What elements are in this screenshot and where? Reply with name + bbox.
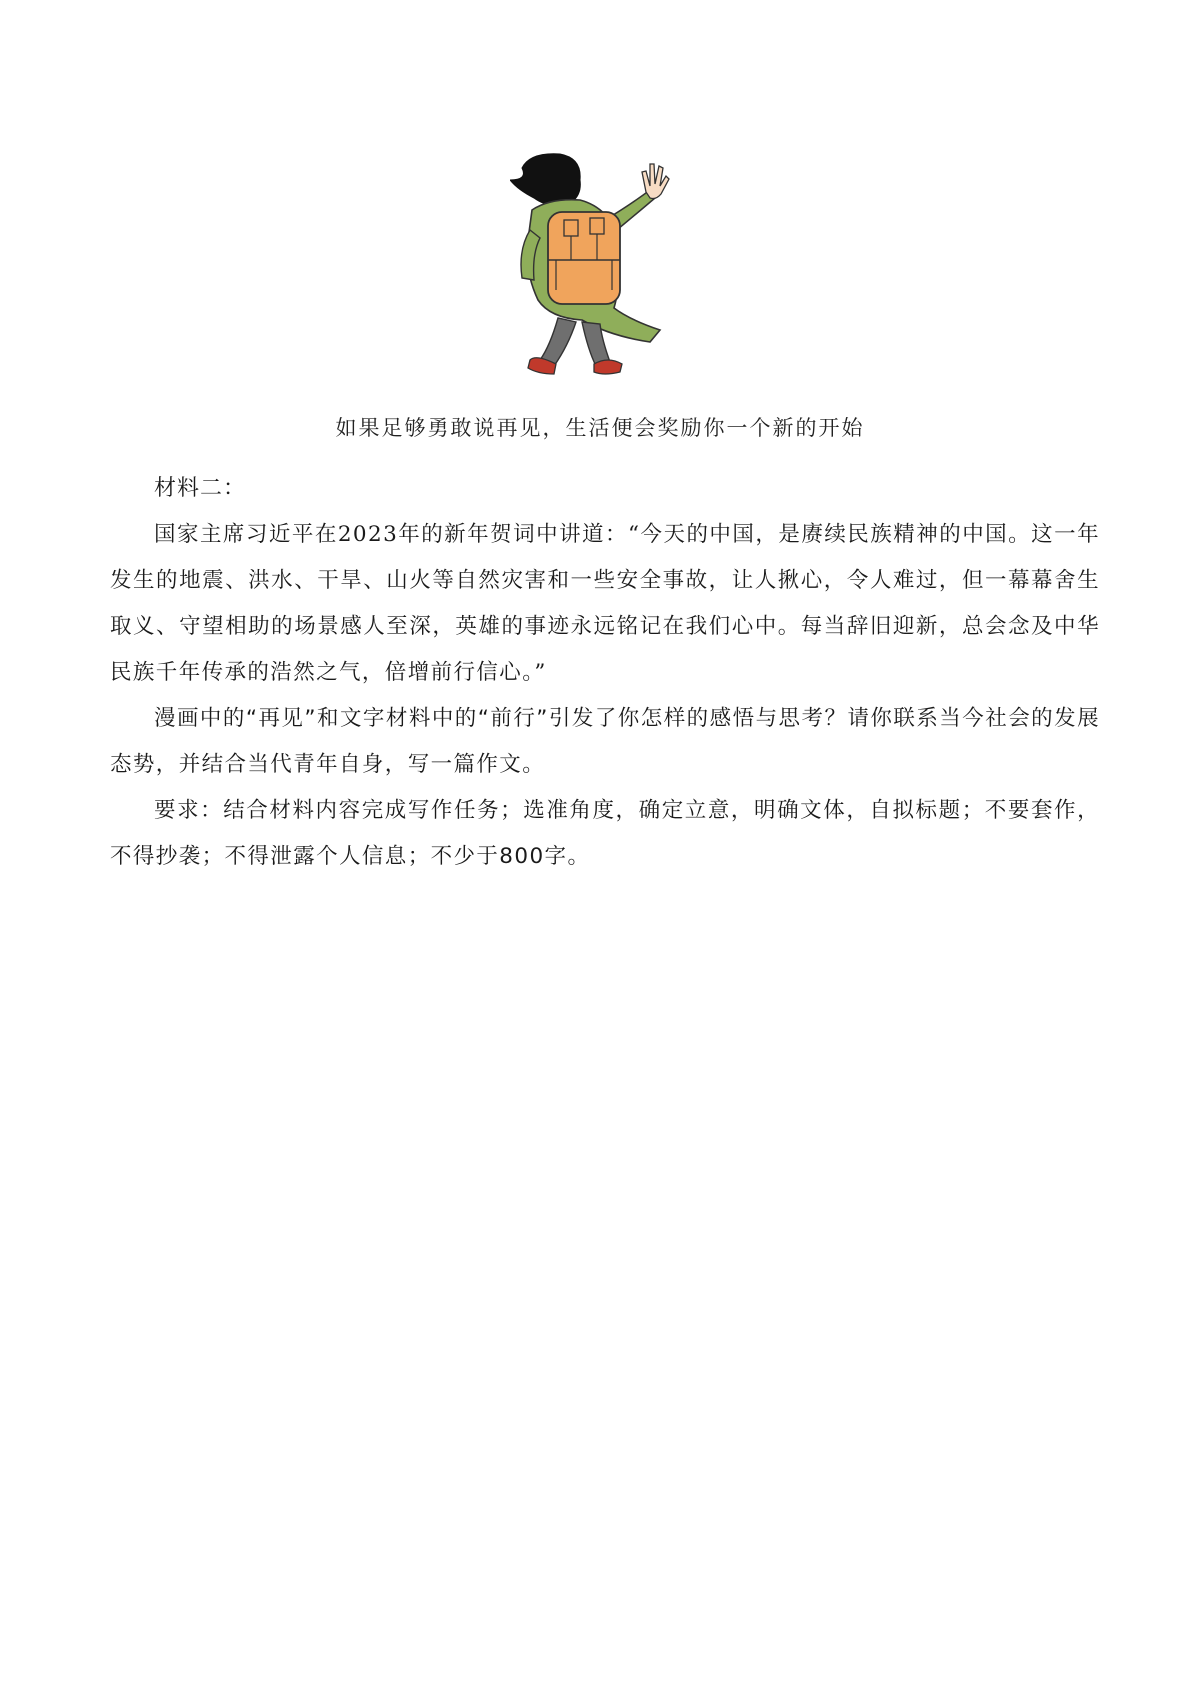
right-shoe [594,360,622,374]
prompt-paragraph: 漫画中的“再见”和文字材料中的“前行”引发了你怎样的感悟与思考？请你联系当今社会的发展态势，并结合当代青年自身，写一篇作文。 [110,706,1100,777]
illustration-caption: 如果足够勇敢说再见，生活便会奖励你一个新的开始 [335,416,865,440]
trousers [540,318,576,366]
waving-figure-with-backpack-illustration [510,150,700,395]
quote-paragraph: 国家主席习近平在2023年的新年贺词中讲道：“今天的中国，是赓续民族精神的中国。这一年发生的地震、洪水、干旱、山火等自然灾害和一些安全事故，让人揪心，令人难过，但一幕幕舍生取义、守望相助的场景感人至深，英雄的事迹永远铭记在我们心中。每当辞旧迎新，总会念及中华民族千年传承的浩然之气，倍增前行信心。” [110,522,1100,685]
backpack [548,212,620,304]
hair [510,154,580,205]
requirements-paragraph: 要求：结合材料内容完成写作任务；选准角度，确定立意，明确文体，自拟标题；不要套作，不得抄袭；不得泄露个人信息；不少于800字。 [110,798,1100,869]
section-heading: 材料二： [154,476,247,501]
material-two-section [110,466,1100,880]
